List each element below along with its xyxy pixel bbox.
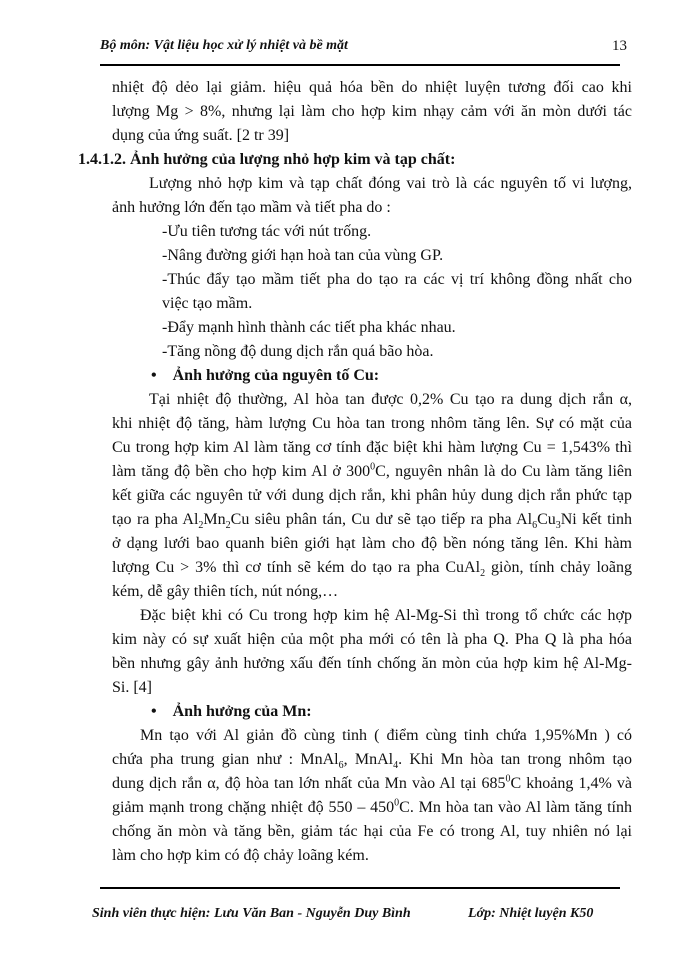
text-line: làm tăng độ bền cho hợp kim Al ở $300^0C$, nguyên nhân là do Cu làm tăng liên — [112, 461, 633, 480]
text-line: Tại nhiệt độ thường, Al hòa tan được 0,2% Cu tạo ra dung dịch rắn α, — [149, 391, 632, 408]
text-line: dung dịch rắn α, độ hòa tan lớn nhất của Mn vào Al tại $685^0C$ khoảng 1,4% và — [112, 773, 633, 792]
text-line: chống ăn mòn và tăng bền, giảm tác hại của Fe có trong Al, tuy nhiên nó lại — [112, 823, 632, 840]
text-line: bền nhưng gây ảnh hưởng xấu đến tính chống ăn mòn của hợp kim hệ Al-Mg- — [112, 655, 632, 672]
bullet-heading-text: Ảnh hưởng của nguyên tố Cu: — [172, 367, 380, 384]
bullet-icon: • — [151, 703, 157, 720]
text-line: Cu trong hợp kim Al làm tăng cơ tính đặc biệt khi hàm lượng Cu = 1,543% thì — [112, 439, 632, 456]
footer-rule — [100, 887, 620, 889]
list-item: -Thúc đẩy tạo mầm tiết pha do tạo ra các vị trí không đồng nhất cho — [162, 271, 632, 288]
bullet-heading-cu — [151, 366, 379, 386]
text-line: Si. [4] — [112, 679, 152, 696]
text-line: ở dạng lưới bao quanh biên giới hạt làm cho độ bền nóng tăng lên. Khi hàm — [112, 535, 632, 552]
bullet-heading-text: Ảnh hưởng của Mn: — [172, 703, 312, 720]
text-line: Mn tạo với Al giản đồ cùng tinh ( điểm cùng tinh chứa 1,95%Mn ) có — [140, 727, 632, 744]
list-item: -Ưu tiên tương tác với nút trống. — [162, 223, 372, 240]
list-item: -Tăng nồng độ dung dịch rắn quá bão hòa. — [162, 343, 434, 360]
header-title: Bộ môn: Vật liệu học xử lý nhiệt và bề mặt — [100, 38, 348, 53]
text-line: Lượng nhỏ hợp kim và tạp chất đóng vai trò là các nguyên tố vi lượng, — [149, 175, 632, 192]
text-line: tạo ra pha $Al_2Mn_2Cu$ siêu phân tán, Cu dư sẽ tạo tiếp ra pha $Al_6Cu_3Ni$ kết tinh — [112, 511, 632, 532]
text-line: dụng của ứng suất. [2 tr 39] — [112, 127, 290, 144]
bullet-icon: • — [151, 367, 157, 384]
list-item: -Nâng đường giới hạn hoà tan của vùng GP. — [162, 247, 444, 264]
text-line: nhiệt độ dẻo lại giảm. hiệu quả hóa bền do nhiệt luyện tương đối cao khi — [112, 79, 632, 96]
text-line: kém, dễ gây thiên tích, nút nóng,… — [112, 583, 339, 600]
text-line: giảm mạnh trong chặng nhiệt độ $550 - 450^0C$. Mn hòa tan vào Al làm tăng tính — [112, 797, 632, 816]
footer-class: Lớp: Nhiệt luyện K50 — [468, 906, 594, 921]
page-number: 13 — [612, 38, 627, 54]
text-line: kết giữa các nguyên tử với dung dịch rắn, khi phân hủy dung dịch rắn phức tạp — [112, 487, 632, 504]
text-line: Đặc biệt khi có Cu trong hợp kim hệ Al-Mg-Si thì trong tổ chức các hợp — [140, 607, 632, 624]
list-item: việc tạo mầm. — [162, 295, 253, 312]
text-line: lượng Cu > 3% thì cơ tính sẽ kém do tạo ra pha CuAl$_2$ giòn, tính chảy loãng — [112, 559, 632, 580]
section-heading: 1.4.1.2. Ảnh hưởng của lượng nhỏ hợp kim và tạp chất: — [78, 151, 456, 168]
bullet-heading-mn — [151, 702, 312, 722]
text-line: khi nhiệt độ tăng, hàm lượng Cu hòa tan trong nhôm tăng lên. Sự có mặt của — [112, 415, 632, 432]
text-line: kim này có sự xuất hiện của một pha mới có tên là pha Q. Pha Q là pha hóa — [112, 631, 632, 648]
text-line: làm cho hợp kim có độ chảy loãng kém. — [112, 847, 369, 864]
text-line: lượng Mg > 8%, nhưng lại làm cho hợp kim nhạy cảm với ăn mòn dưới tác — [112, 103, 632, 120]
list-item: -Đẩy mạnh hình thành các tiết pha khác nhau. — [162, 319, 456, 336]
footer-students: Sinh viên thực hiện: Lưu Văn Ban - Nguyễn Duy Bình — [92, 906, 411, 921]
text-line: chứa pha trung gian như : MnAl$_6$, MnAl$_4$. Khi Mn hòa tan trong nhôm tạo — [112, 751, 632, 772]
header-rule — [100, 64, 620, 66]
text-line: ảnh hưởng lớn đến tạo mầm và tiết pha do : — [112, 199, 391, 216]
